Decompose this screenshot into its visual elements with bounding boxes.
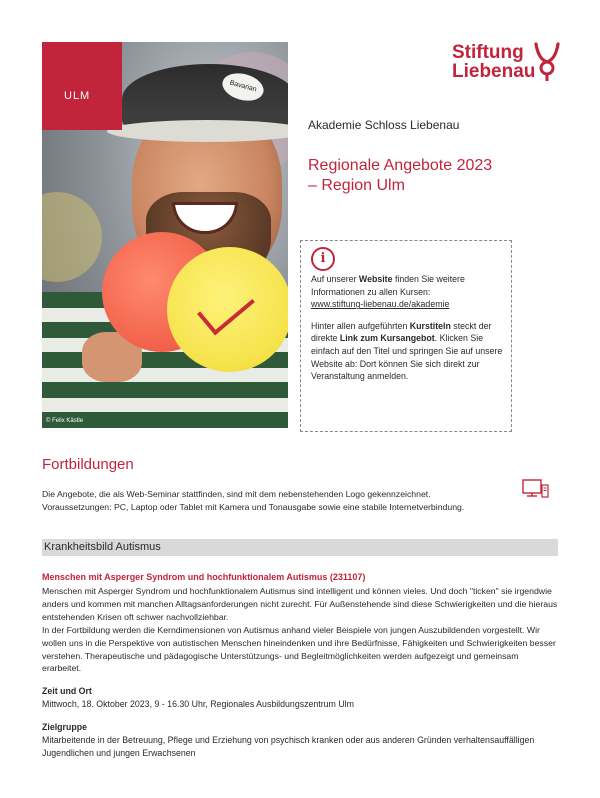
logo-line2: Liebenau bbox=[452, 61, 536, 82]
fortbildungen-text bbox=[42, 488, 542, 514]
stiftung-liebenau-logo bbox=[452, 43, 535, 81]
section-title-fortbildungen: Fortbildungen bbox=[42, 456, 134, 473]
target-group-label: Zielgruppe bbox=[42, 722, 87, 733]
info-text-part: Auf unserer bbox=[311, 274, 359, 284]
cap-logo: Bavarian bbox=[219, 69, 266, 105]
academy-link[interactable]: www.stiftung-liebenau.de/akademie bbox=[311, 299, 450, 310]
course-body-paragraph1: Menschen mit Asperger Syndrom und hochfunktionalem Autismus sind intelligent und können vieles. Und doch "ticken" sie irgendwie anders und kommen mit manchen Alltagsanforderungen nicht zurecht. Für Außenstehende sind diese Schwierigkeiten und die hieraus entstehenden Krisen oft schwer nachvollziehbar. bbox=[42, 586, 558, 622]
webinar-icon bbox=[522, 478, 550, 500]
info-text-part: finden Sie weitere Informationen zu allen Kursen: bbox=[311, 274, 465, 297]
page-title bbox=[308, 156, 492, 196]
logo-icon bbox=[532, 38, 562, 82]
location-tag bbox=[42, 42, 122, 130]
title-line2: – Region Ulm bbox=[308, 177, 405, 194]
info-text-part: Hinter allen aufgeführten bbox=[311, 320, 410, 331]
photo-credit: © Felix Kästle bbox=[46, 418, 84, 424]
info-text-part: . Klicken Sie einfach auf den Titel und springen Sie auf unsere Website ab: Dort können Sie sich direkt zur Veranstaltung anmelden. bbox=[311, 333, 503, 382]
info-text-part: steckt der direkte bbox=[311, 320, 492, 344]
title-line1: Regionale Angebote 2023 bbox=[308, 157, 493, 174]
logo-line1: Stiftung bbox=[452, 42, 524, 63]
section-heading: Krankheitsbild Autismus bbox=[44, 541, 161, 553]
info-link-bold: Link zum Kursangebot bbox=[339, 333, 435, 344]
info-icon: i bbox=[311, 247, 335, 271]
info-kurstiteln-bold: Kurstiteln bbox=[409, 320, 451, 331]
section-heading-bar bbox=[42, 539, 558, 556]
time-place-label: Zeit und Ort bbox=[42, 686, 92, 697]
info-text bbox=[311, 273, 506, 392]
course-description bbox=[42, 585, 558, 760]
time-place-value: Mittwoch, 18. Oktober 2023, 9 - 16.30 Uhr, Regionales Ausbildungszentrum Ulm bbox=[42, 699, 354, 710]
info-website-bold: Website bbox=[358, 274, 393, 284]
fortbildungen-line1: Die Angebote, die als Web-Seminar stattfinden, sind mit dem nebenstehenden Logo gekennzeichnet. bbox=[42, 489, 431, 499]
info-box bbox=[300, 240, 512, 432]
fortbildungen-line2: Voraussetzungen: PC, Laptop oder Tablet mit Kamera und Tonausgabe sowie eine stabile Internetverbindung. bbox=[42, 501, 465, 512]
location-tag-label: ULM bbox=[64, 90, 91, 102]
academy-name: Akademie Schloss Liebenau bbox=[308, 118, 460, 132]
target-group-value: Mitarbeitende in der Betreuung, Pflege und Erziehung von psychisch kranken oder aus anderen Gründen verhaltensauffälligen Jugendlichen und jungen Erwachsenen bbox=[42, 735, 535, 758]
course-body-paragraph2: In der Fortbildung werden die Kerndimensionen von Autismus anhand vieler Beispiele von jungen Auszubildenden vorgestellt. Wir wollen uns in die Perspektive von autistischen Menschen hineindenken und ihre Bedürfnisse, Fähigkeiten und Schwierigkeiten besser verstehen. Therapeutische und pädagogische Unterstützungs- und Begleitmöglichkeiten werden aufgezeigt und gemeinsam erarbeitet. bbox=[42, 624, 556, 674]
course-title-link[interactable]: Menschen mit Asperger Syndrom und hochfunktionalem Autismus (231107) bbox=[42, 572, 366, 582]
